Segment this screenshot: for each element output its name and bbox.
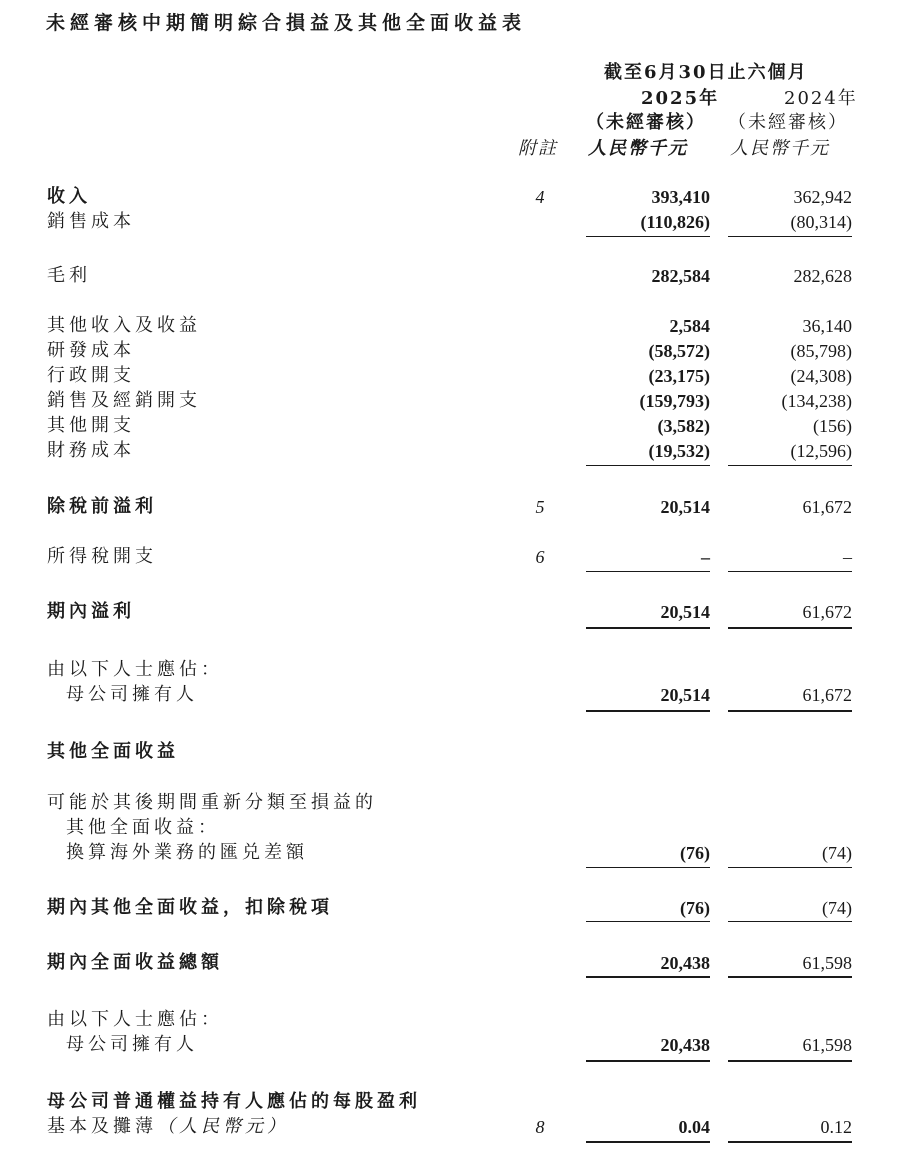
rule [728,571,852,572]
row-label-eps-heading: 母公司普通權益持有人應佔的每股盈利 [47,1091,421,1112]
row-label-other-income: 其他收入及收益 [47,315,201,336]
unit-2024-header: 人民幣千元 [730,138,830,159]
statement-title: 未經審核中期簡明綜合損益及其他全面收益表 [46,12,527,34]
rule [728,465,852,466]
row-label-profit-period: 期內溢利 [47,601,135,622]
row-label-selling-expenses: 銷售及經銷開支 [47,390,201,411]
row-label-attributable-1: 由以下人士應佔： [47,659,223,680]
value-2025-rnd-cost: (58,572) [648,341,710,361]
note-eps: 8 [535,1117,545,1137]
double-rule [586,627,710,629]
row-label-rnd-cost: 研發成本 [47,340,135,361]
value-2025-owners-2: 20,438 [660,1035,710,1055]
value-2025-finance-costs: (19,532) [648,441,710,461]
row-label-profit-before-tax: 除稅前溢利 [47,496,157,517]
double-rule [728,627,852,629]
value-2024-owners-2: 61,598 [802,1035,852,1055]
rule [586,571,710,572]
double-rule [586,710,710,712]
period-header: 截至6月30日止六個月 [604,62,808,83]
value-2025-eps: 0.04 [678,1117,710,1137]
value-2024-income-tax: – [843,547,852,567]
value-2025-profit-before-tax: 20,514 [660,497,710,517]
value-2024-gross-profit: 282,628 [793,266,852,286]
double-rule [586,976,710,978]
double-rule [586,1060,710,1062]
row-label-gross-profit: 毛利 [47,265,91,286]
row-label-income-tax: 所得稅開支 [47,546,157,567]
double-rule [728,710,852,712]
value-2024-finance-costs: (12,596) [790,441,852,461]
row-label-oci-heading: 其他全面收益 [47,741,179,762]
rule [586,465,710,466]
value-2025-total-ci: 20,438 [660,953,710,973]
value-2024-cost-of-sales: (80,314) [790,212,852,232]
value-2024-oci-net: (74) [822,898,852,918]
year-2025-header: 2025年 [641,88,720,109]
double-rule [586,1141,710,1143]
value-2024-selling-expenses: (134,238) [781,391,852,411]
note-income-tax: 6 [535,547,545,567]
value-2024-rnd-cost: (85,798) [790,341,852,361]
value-2024-other-income: 36,140 [802,316,852,336]
row-label-cost-of-sales: 銷售成本 [47,211,135,232]
value-2024-revenue: 362,942 [793,187,852,207]
row-label-other-expenses: 其他開支 [47,415,135,436]
value-2024-admin-expenses: (24,308) [790,366,852,386]
year-2024-header: 2024年 [784,88,858,109]
note-header: 附註 [518,138,558,159]
row-label-oci-reclass-1: 可能於其後期間重新分類至損益的 [47,792,377,813]
double-rule [728,1141,852,1143]
row-label-owners-2: 母公司擁有人 [66,1034,198,1055]
value-2024-owners-1: 61,672 [802,685,852,705]
value-2024-fx-diff: (74) [822,843,852,863]
row-label-finance-costs: 財務成本 [47,440,135,461]
row-label-revenue: 收入 [47,186,91,207]
audit-2025-header: （未經審核） [586,112,706,133]
rule [586,921,710,922]
row-label-total-ci: 期內全面收益總額 [47,952,223,973]
value-2025-cost-of-sales: (110,826) [640,212,710,232]
value-2025-owners-1: 20,514 [660,685,710,705]
rule [728,921,852,922]
value-2024-other-expenses: (156) [813,416,852,436]
value-2025-oci-net: (76) [680,898,710,918]
value-2025-admin-expenses: (23,175) [648,366,710,386]
value-2024-profit-before-tax: 61,672 [802,497,852,517]
row-label-oci-net: 期內其他全面收益，扣除稅項 [47,897,333,918]
row-label-owners-1: 母公司擁有人 [66,684,198,705]
row-label-fx-diff: 換算海外業務的匯兑差額 [66,842,308,863]
note-revenue: 4 [535,187,545,207]
row-label-admin-expenses: 行政開支 [47,365,135,386]
note-profit-before-tax: 5 [535,497,545,517]
value-2024-profit-period: 61,672 [802,602,852,622]
value-2025-fx-diff: (76) [680,843,710,863]
eps-label-unit: （人民幣元） [157,1116,289,1137]
value-2025-other-expenses: (3,582) [657,416,710,436]
value-2025-selling-expenses: (159,793) [639,391,710,411]
audit-2024-header: （未經審核） [728,112,848,133]
row-label-oci-reclass-2: 其他全面收益： [66,817,220,838]
value-2025-profit-period: 20,514 [660,602,710,622]
row-label-attributable-2: 由以下人士應佔： [47,1009,223,1030]
value-2025-other-income: 2,584 [669,316,710,336]
value-2025-income-tax: – [701,547,710,567]
value-2025-revenue: 393,410 [651,187,710,207]
rule [728,236,852,237]
row-label-eps [47,1115,289,1139]
value-2024-eps: 0.12 [820,1117,852,1137]
eps-label-text: 基本及攤薄 [47,1116,157,1137]
rule [586,867,710,868]
value-2024-total-ci: 61,598 [802,953,852,973]
unit-2025-header: 人民幣千元 [588,138,688,159]
rule [586,236,710,237]
rule [728,867,852,868]
value-2025-gross-profit: 282,584 [651,266,710,286]
double-rule [728,976,852,978]
double-rule [728,1060,852,1062]
